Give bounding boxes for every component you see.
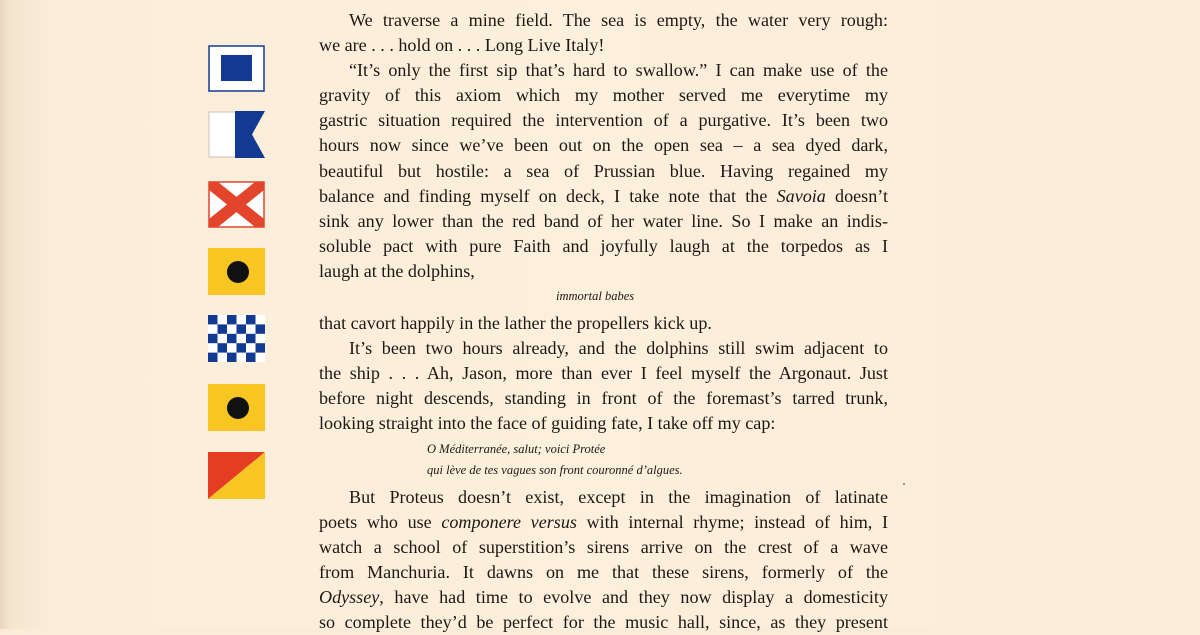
poem-line: O Méditerranée, salut; voici Protée [427,441,606,456]
signal-flag-i-icon [208,248,265,295]
text-line [319,184,888,209]
ship-name: Savoia [776,185,826,206]
text-line: gravity of this axiom which my mother served me everytime my [319,85,888,106]
latin-phrase: componere versus [441,511,577,532]
text-line: that cavort happily in the lather the propellers kick up. [319,313,712,334]
text-fragment: balance and finding myself on deck, I take note that the [319,185,777,206]
signal-flags-column [208,0,268,629]
book-title: Odyssey [319,586,380,607]
text-line: We traverse a mine field. The sea is empty, the water very rough: [349,10,888,30]
signal-flag-y-icon [208,452,265,499]
text-fragment: doesn’t [825,185,888,206]
signal-flag-s-icon [208,45,265,92]
text-fragment: with internal rhyme; instead of him, I [576,511,888,532]
text-line: we are . . . hold on . . . Long Live Italy! [319,35,605,56]
text-line: sink any lower than the red band of her water line. So I make an indis- [319,210,888,231]
page-edge-shadow [0,0,10,629]
text-line: But Proteus doesn’t exist, except in the imagination of latinate [349,486,888,507]
signal-flag-v-icon [208,181,265,228]
text-line: the ship . . . Ah, Jason, more than ever I feel myself the Argonaut. Just [319,363,888,384]
text-line: looking straight into the face of guiding fate, I take off my cap: [319,413,776,434]
text-line: “It’s only the first sip that’s hard to swallow.” I can make use of the [349,60,888,81]
text-line: from Manchuria. It dawns on me that these sirens, formerly of the [319,561,888,582]
text-line [319,510,888,535]
text-line: before night descends, standing in front of the foremast’s tarred trunk, [319,388,888,409]
signal-flag-i-icon-2 [208,384,265,431]
text-line [319,585,888,610]
text-line: It’s been two hours already, and the dolphins still swim adjacent to [349,338,888,359]
text-line: gastric situation required the intervention of a purgative. It’s been two [319,110,888,131]
text-line: beautiful but hostile: a sea of Prussian blue. Having regained my [319,160,888,181]
book-page-text [319,8,888,635]
paper-speck [903,483,905,485]
text-fragment: poets who use [319,511,442,532]
poem-line: qui lève de tes vagues son front couronné d’algues. [427,462,683,477]
text-line: soluble pact with pure Faith and joyfully laugh at the torpedos as I [319,235,888,256]
text-line: so complete they’d be perfect for the music hall, since, as they present [319,611,888,632]
text-fragment: , have had time to evolve and they now display a domesticity [379,586,888,607]
signal-flag-a-icon [208,111,265,158]
text-line: watch a school of superstition’s sirens arrive on the crest of a wave [319,536,888,557]
text-line: laugh at the dolphins, [319,260,475,281]
text-line: hours now since we’ve been out on the open sea – a sea dyed dark, [319,135,888,156]
signal-flag-n-icon [208,315,265,362]
verse-line: immortal babes [556,289,635,304]
